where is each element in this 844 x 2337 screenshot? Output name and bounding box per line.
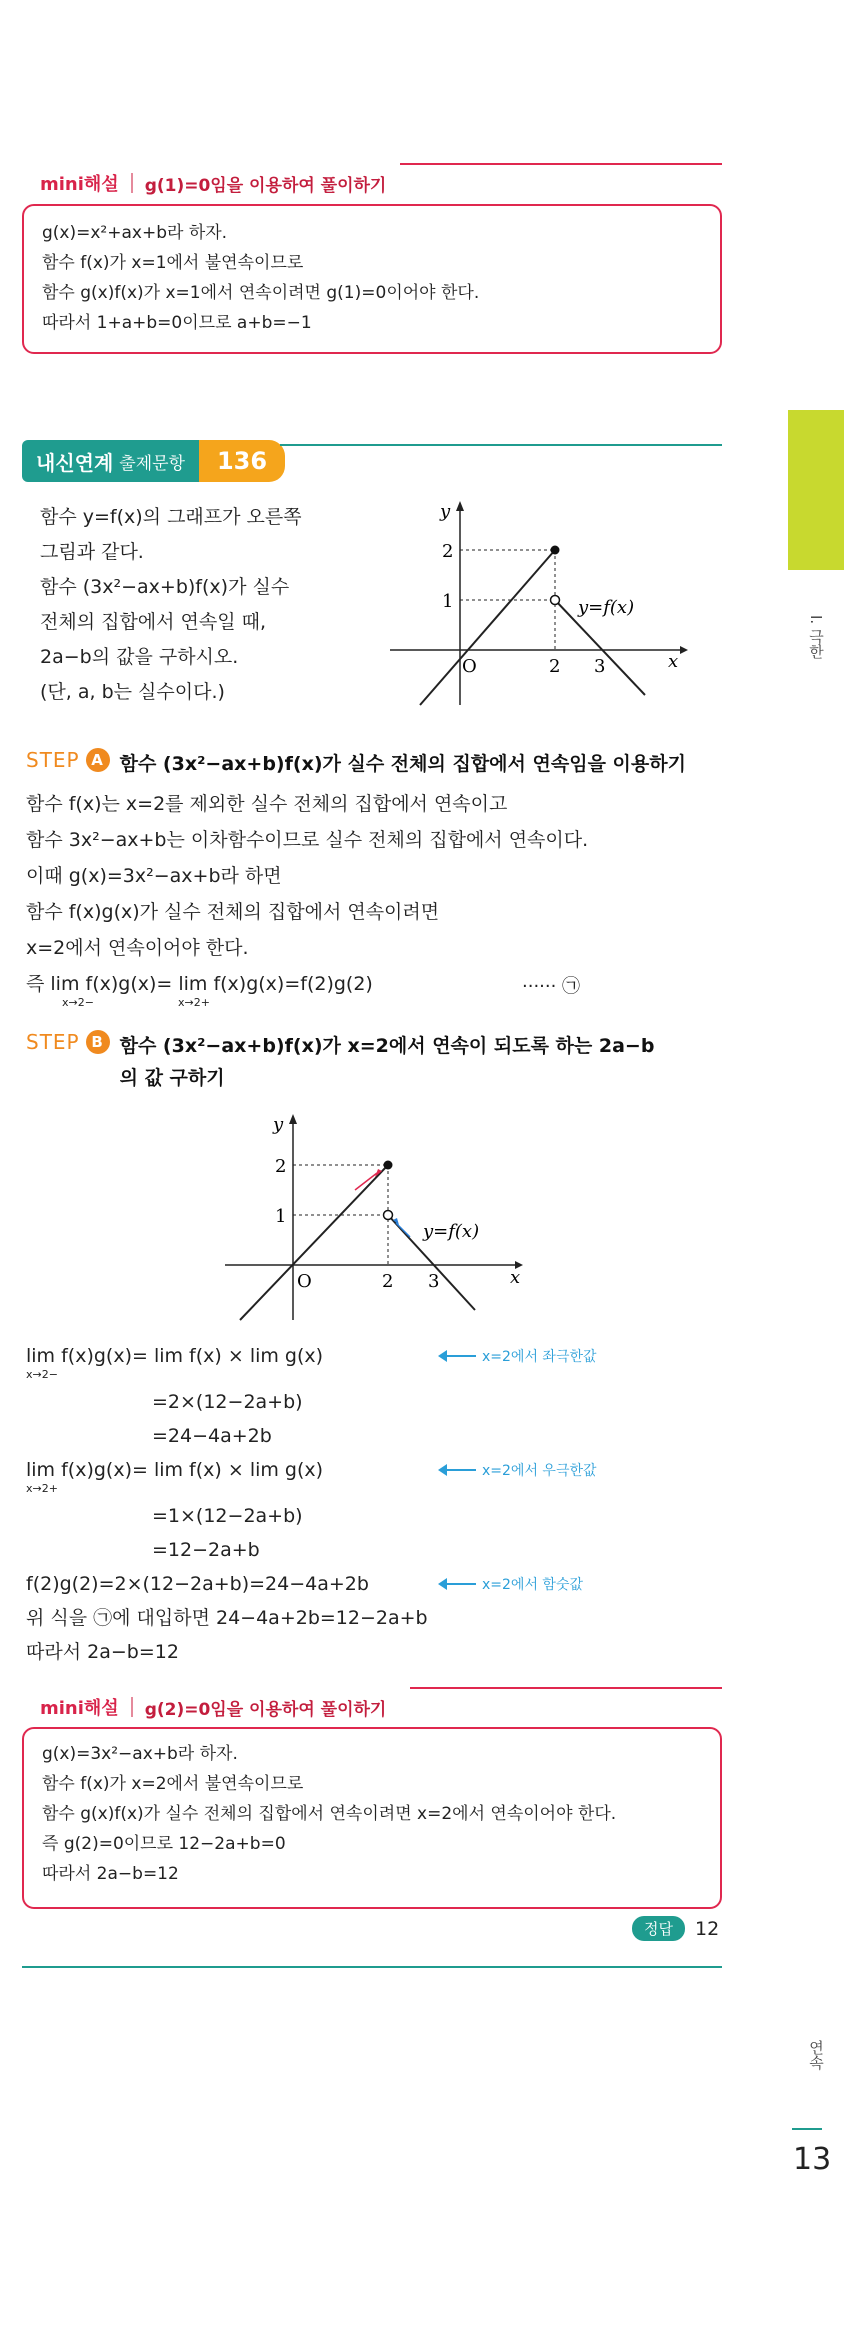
chapter-tab <box>788 410 844 570</box>
book-title: 연속 <box>807 2040 825 2070</box>
x-tick-label: 2 <box>549 656 561 677</box>
left-limit-note <box>440 1346 597 1366</box>
step-b-title-1: 함수 (3x²−ax+b)f(x)가 x=2에서 연속이 되도록 하는 2a−b <box>119 1035 655 1057</box>
x-axis-label: x <box>510 1267 521 1288</box>
problem-line: 그림과 같다. <box>40 541 144 563</box>
chapter-title: I. 극한 <box>807 615 825 659</box>
mini-solution-logo: mini해설 <box>40 174 119 195</box>
problem-line: 전체의 집합에서 연속일 때, <box>40 611 267 633</box>
mini-line: 함수 g(x)f(x)가 실수 전체의 집합에서 연속이려면 x=2에서 연속이어야 한다. <box>42 1804 617 1824</box>
mini-solution-header-1 <box>40 170 386 196</box>
step-a-line: 이때 g(x)=3x²−ax+b라 하면 <box>26 865 282 887</box>
calc-line: lim f(x)g(x)= lim f(x) × lim g(x) <box>26 1345 324 1367</box>
arrow-left-icon <box>440 1469 476 1471</box>
mini-line: 즉 g(2)=0이므로 12−2a+b=0 <box>42 1834 286 1854</box>
y-tick-label: 2 <box>442 541 454 562</box>
step-a-line: 함수 f(x)g(x)가 실수 전체의 집합에서 연속이려면 <box>26 901 440 923</box>
page-number: 13 <box>793 2142 832 2177</box>
chapter-tab-number: 02 <box>731 520 782 582</box>
origin-label: O <box>462 656 477 677</box>
step-label <box>26 1030 110 1054</box>
mini-line: g(x)=3x²−ax+b라 하자. <box>42 1744 238 1764</box>
mini-box-top-line <box>410 1687 722 1689</box>
step-letter: A <box>86 748 110 772</box>
note-text: x=2에서 우극한값 <box>482 1463 597 1479</box>
mini-solution-box-1 <box>22 204 722 354</box>
step-word: STEP <box>26 1030 80 1054</box>
step-a-header <box>26 748 686 780</box>
section-line <box>280 444 722 446</box>
mini-line: g(x)=x²+ax+b라 하자. <box>42 223 228 243</box>
limit-subscript: x→2+ <box>26 1482 58 1495</box>
section-header <box>22 440 285 482</box>
problem-line: 함수 (3x²−ax+b)f(x)가 실수 <box>40 576 290 598</box>
arrow-left-icon <box>440 1583 476 1585</box>
function-graph-1 <box>390 495 690 715</box>
y-axis-label: y <box>273 1114 284 1135</box>
arrow-left-icon <box>440 1355 476 1357</box>
step-letter: B <box>86 1030 110 1054</box>
step-b-title-2: 의 값 구하기 <box>119 1067 225 1089</box>
page-number-rule <box>792 2128 822 2130</box>
calc-line: 따라서 2a−b=12 <box>26 1641 179 1663</box>
mini-solution-header-2 <box>40 1694 386 1720</box>
mini-box-top-line <box>400 163 722 165</box>
limit-subscript: x→2+ <box>178 996 210 1009</box>
mini-line: 함수 f(x)가 x=2에서 불연속이므로 <box>42 1774 304 1794</box>
function-value-note <box>440 1574 583 1594</box>
open-dot <box>384 1211 393 1220</box>
calc-line: lim f(x)g(x)= lim f(x) × lim g(x) <box>26 1459 324 1481</box>
x-axis-label: x <box>668 651 679 672</box>
limit-subscript: x→2− <box>62 996 94 1009</box>
open-dot <box>551 596 560 605</box>
step-label <box>26 748 110 772</box>
calc-line: =12−2a+b <box>152 1539 260 1561</box>
answer-value: 12 <box>694 1917 720 1940</box>
limit-subscript: x→2− <box>26 1368 58 1381</box>
calc-line: =24−4a+2b <box>152 1425 272 1447</box>
mini-line: 함수 g(x)f(x)가 x=1에서 연속이려면 g(1)=0이어야 한다. <box>42 283 480 303</box>
calc-line: f(2)g(2)=2×(12−2a+b)=24−4a+2b <box>26 1573 369 1595</box>
equation-marker: ······ ㉠ <box>522 976 581 997</box>
calc-line: 위 식을 ㉠에 대입하면 24−4a+2b=12−2a+b <box>26 1607 428 1629</box>
function-graph-2 <box>225 1105 535 1325</box>
section-number: 136 <box>199 440 285 482</box>
step-b-header <box>26 1030 654 1094</box>
section-label-sub: 출제문항 <box>119 453 185 474</box>
mini-line: 함수 f(x)가 x=1에서 불연속이므로 <box>42 253 304 273</box>
problem-line: 2a−b의 값을 구하시오. <box>40 646 239 668</box>
y-tick-label: 2 <box>275 1156 287 1177</box>
y-tick-label: 1 <box>275 1206 287 1227</box>
divider <box>131 173 133 193</box>
step-a-title: 함수 (3x²−ax+b)f(x)가 실수 전체의 집합에서 연속임을 이용하기 <box>119 753 686 775</box>
x-tick-label: 3 <box>428 1271 440 1292</box>
closed-dot <box>551 546 560 555</box>
step-a-line: 함수 f(x)는 x=2를 제외한 실수 전체의 집합에서 연속이고 <box>26 793 508 815</box>
note-text: x=2에서 좌극한값 <box>482 1349 597 1365</box>
x-tick-label: 2 <box>382 1271 394 1292</box>
bottom-rule <box>22 1966 722 1968</box>
y-axis-label: y <box>440 501 451 522</box>
step-b-title <box>120 1030 655 1094</box>
mini-solution-logo: mini해설 <box>40 1698 119 1719</box>
function-label: y=f(x) <box>423 1221 480 1242</box>
y-tick-label: 1 <box>442 591 454 612</box>
calc-line: =1×(12−2a+b) <box>152 1505 303 1527</box>
step-a-limit-line: 즉 lim f(x)g(x)= lim f(x)g(x)=f(2)g(2) <box>26 973 373 995</box>
note-text: x=2에서 함숫값 <box>482 1577 583 1593</box>
section-label <box>22 440 199 482</box>
function-label: y=f(x) <box>578 597 635 618</box>
problem-line: 함수 y=f(x)의 그래프가 오른쪽 <box>40 506 302 528</box>
origin-label: O <box>297 1271 312 1292</box>
section-label-main: 내신연계 <box>36 450 114 475</box>
step-a-line: 함수 3x²−ax+b는 이차함수이므로 실수 전체의 집합에서 연속이다. <box>26 829 589 851</box>
mini-solution-title: g(2)=0임을 이용하여 풀이하기 <box>144 1699 387 1720</box>
calc-line: =2×(12−2a+b) <box>152 1391 303 1413</box>
problem-text <box>40 500 302 710</box>
right-limit-note <box>440 1460 597 1480</box>
closed-dot <box>384 1161 393 1170</box>
answer <box>632 1916 719 1941</box>
mini-solution-box-2 <box>22 1727 722 1909</box>
step-a-line: x=2에서 연속이어야 한다. <box>26 937 249 959</box>
mini-line: 따라서 1+a+b=0이므로 a+b=−1 <box>42 313 312 333</box>
answer-badge: 정답 <box>632 1916 685 1941</box>
divider <box>131 1697 133 1717</box>
step-word: STEP <box>26 748 80 772</box>
problem-line: (단, a, b는 실수이다.) <box>40 681 225 703</box>
mini-line: 따라서 2a−b=12 <box>42 1864 179 1884</box>
x-tick-label: 3 <box>594 656 606 677</box>
mini-solution-title: g(1)=0임을 이용하여 풀이하기 <box>144 175 387 196</box>
